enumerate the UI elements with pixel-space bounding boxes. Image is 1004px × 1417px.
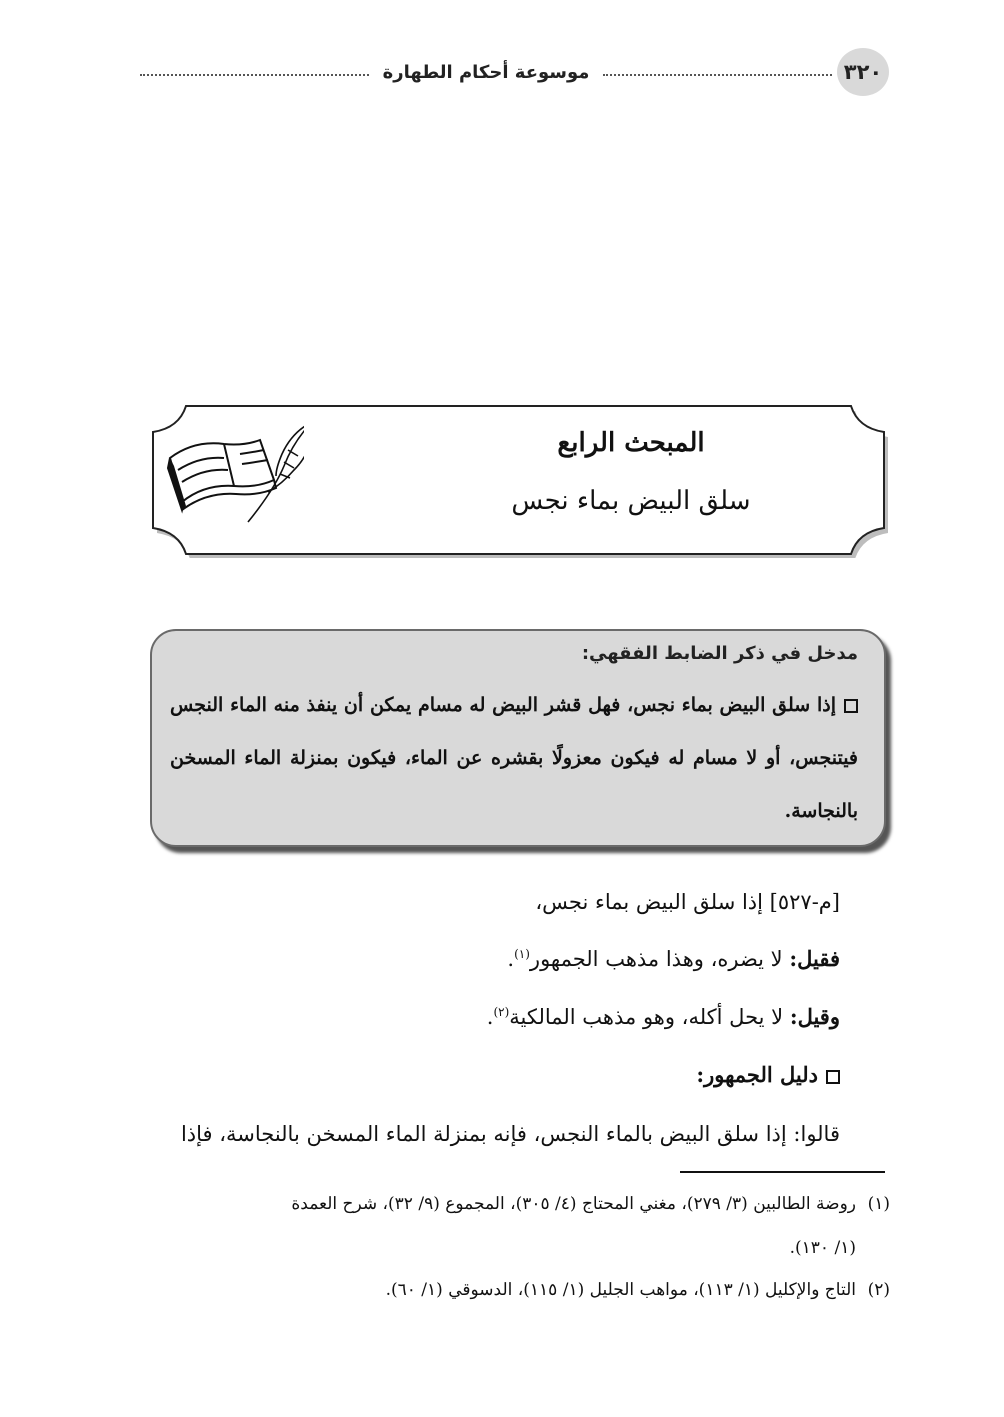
page-number-badge: ٣٢٠ xyxy=(837,48,889,96)
intro-line-3: الماء المسخن بالنجاسة. xyxy=(170,747,858,822)
book-quill-icon xyxy=(164,410,304,530)
square-bullet-icon xyxy=(826,1070,840,1084)
footnote-1-continued: (١/ ١٣٠). xyxy=(789,1238,856,1258)
footnote-separator xyxy=(680,1171,885,1173)
footnote-text: روضة الطالبين (٣/ ٢٧٩)، مغني المحتاج (٤/ ٣٠٥)، المجموع (٩/ ٣٢)، شرح العمدة xyxy=(291,1194,856,1214)
footnote-number: (٢) xyxy=(867,1280,890,1300)
intro-box xyxy=(150,629,886,847)
opinion-text: لا يحل أكله، وهو مذهب المالكية xyxy=(509,1005,790,1029)
running-title: موسوعة أحكام الطهارة xyxy=(382,61,590,83)
period: . xyxy=(507,947,515,971)
intro-heading: مدخل في ذكر الضابط الفقهي: xyxy=(581,643,858,664)
chapter-subtitle: سلق البيض بماء نجس xyxy=(511,486,751,516)
footnote-ref-1[interactable]: (١) xyxy=(514,947,530,961)
square-bullet-icon xyxy=(844,699,858,713)
paragraph-second-opinion xyxy=(487,1004,840,1029)
section-heading xyxy=(696,1062,840,1087)
dotted-leader-left xyxy=(140,74,369,76)
paragraph-evidence: قالوا: إذا سلق البيض بالماء النجس، فإنه بمنزلة الماء المسخن بالنجاسة، فإذا xyxy=(180,1122,840,1146)
footnote-2 xyxy=(386,1280,890,1300)
opinion-text: لا يضره، وهذا مذهب الجمهور xyxy=(529,947,790,971)
opinion-lead: وقيل: xyxy=(789,1004,840,1029)
dotted-leader-right xyxy=(603,74,832,76)
paragraph-first-opinion xyxy=(507,946,840,971)
intro-line-1: إذا سلق البيض بماء نجس، فهل قشر البيض له مسام يمكن أن ينفذ منه الماء xyxy=(230,694,837,716)
paragraph-issue: [م-٥٢٧] إذا سلق البيض بماء نجس، xyxy=(535,890,840,914)
chapter-title-frame xyxy=(146,402,891,558)
footnote-number: (١) xyxy=(867,1194,890,1214)
opinion-lead: فقيل: xyxy=(789,946,840,971)
footnote-text: التاج والإكليل (١/ ١١٣)، مواهب الجليل (١/ ١١٥)، الدسوقي (١/ ٦٠). xyxy=(385,1280,856,1300)
chapter-title: المبحث الرابع xyxy=(557,428,705,458)
footnote-ref-2[interactable]: (٢) xyxy=(493,1005,510,1019)
page-header xyxy=(140,48,892,98)
intro-text xyxy=(170,679,858,838)
running-head xyxy=(140,58,832,86)
period: . xyxy=(486,1005,494,1029)
footnote-1 xyxy=(291,1194,890,1214)
intro-line-2: النجس فيتنجس، أو لا مسام له فيكون معزولًا بقشره عن الماء، فيكون بمنزلة xyxy=(170,694,859,769)
section-heading-text: دليل الجمهور: xyxy=(696,1062,818,1087)
